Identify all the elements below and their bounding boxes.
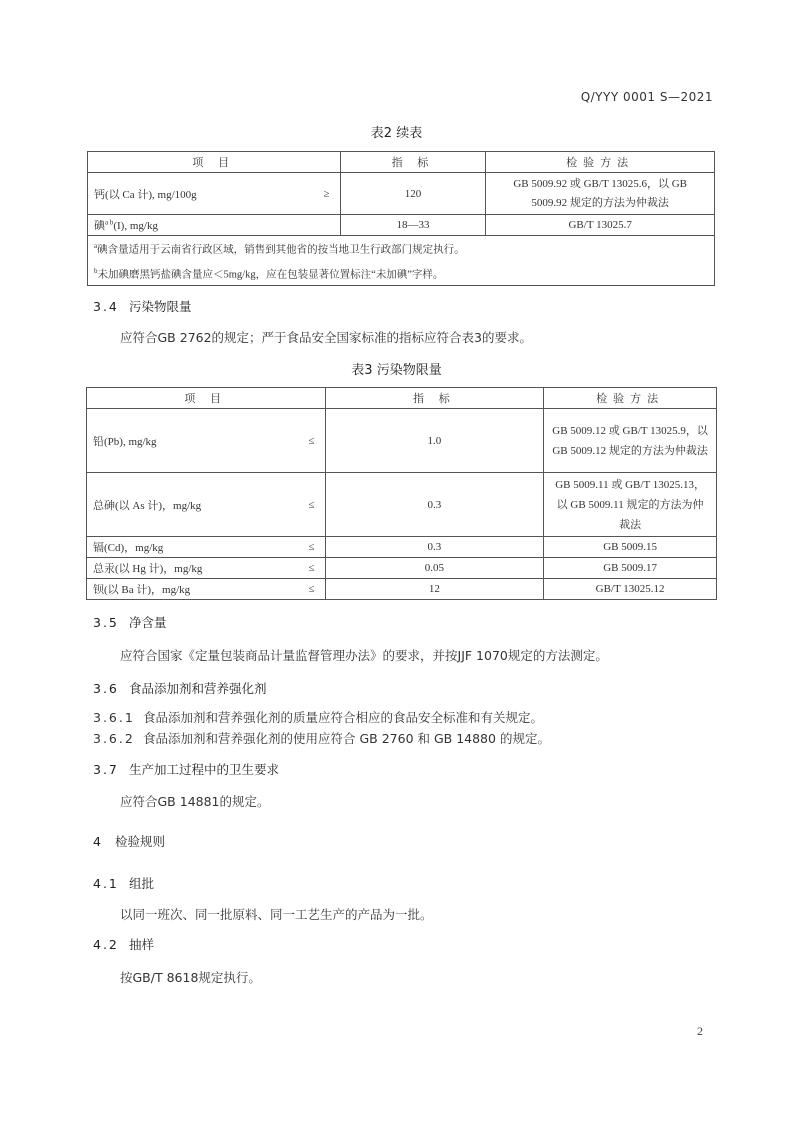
table3-item-cadmium — [87, 537, 326, 558]
section-3-7-text: 应符合GB 14881的规定。 — [120, 794, 270, 809]
section-3-6-1: 3.6.1 食品添加剂和营养强化剂的质量应符合相应的食品安全标准和有关规定。 — [93, 710, 544, 725]
table3-value-mercury: 0.05 — [325, 558, 544, 579]
table-row — [87, 579, 717, 600]
section-3-6-2: 3.6.2 食品添加剂和营养强化剂的使用应符合 GB 2760 和 GB 14880 的规定。 — [93, 731, 550, 746]
section-4-1-text: 以同一班次、同一批原料、同一工艺生产的产品为一批。 — [120, 907, 433, 922]
table2-method-calcium: GB 5009.92 或 GB/T 13025.6，以 GB 5009.92 规定的方法为仲裁法 — [486, 173, 715, 215]
item-label: 镉(Cd)，mg/kg — [93, 542, 164, 554]
table3-item-mercury — [87, 558, 326, 579]
table2-notes — [88, 236, 715, 286]
table2-notes-row — [88, 236, 715, 286]
table3-method-lead: GB 5009.12 或 GB/T 13025.9，以 GB 5009.12 规定的方法为仲裁法 — [544, 409, 717, 473]
table3-value-barium: 12 — [325, 579, 544, 600]
table3-item-lead — [87, 409, 326, 473]
table2-header-value: 指 标 — [340, 152, 486, 173]
section-3-6-heading: 3.6 食品添加剂和营养强化剂 — [93, 681, 267, 696]
section-3-4-text: 应符合GB 2762的规定；严于食品安全国家标准的指标应符合表3的要求。 — [120, 330, 533, 345]
table3-header-item: 项 目 — [87, 388, 326, 409]
table3-value-lead: 1.0 — [325, 409, 544, 473]
table2-header-item: 项 目 — [88, 152, 341, 173]
table2-header-method: 检验方法 — [486, 152, 715, 173]
table2-note: $^a$碘含量适用于云南省行政区域，销售到其他省的按当地卫生行政部门规定执行。 — [94, 242, 465, 256]
footnote-marker: a b — [105, 218, 114, 227]
section-3-4-heading: 3.4 污染物限量 — [93, 299, 192, 314]
comparison-symbol: ≥ — [323, 187, 330, 200]
table2-header-row — [88, 152, 715, 173]
table3-method-barium: GB/T 13025.12 — [544, 579, 717, 600]
item-label: 铅(Pb), mg/kg — [93, 435, 157, 448]
table-row — [87, 473, 717, 537]
table2-item-iodine — [88, 215, 341, 236]
table3-method-mercury: GB 5009.17 — [544, 558, 717, 579]
comparison-symbol: ≤ — [308, 434, 315, 447]
comparison-symbol: ≤ — [308, 562, 315, 574]
table2-value-calcium: 120 — [340, 173, 486, 215]
table3-method-cadmium: GB 5009.15 — [544, 537, 717, 558]
section-3-7-heading: 3.7 生产加工过程中的卫生要求 — [93, 762, 280, 777]
section-4-2-text: 按GB/T 8618规定执行。 — [120, 970, 261, 985]
comparison-symbol: ≤ — [308, 498, 315, 511]
table2-note: $^b$未加碘磨黑钙盐碘含量应＜5mg/kg，应在包装显著位置标注“未加碘”字样。 — [94, 266, 444, 280]
table3-value-cadmium: 0.3 — [325, 537, 544, 558]
table3-item-arsenic — [87, 473, 326, 537]
table2-caption: 表2 续表 — [370, 126, 423, 141]
table3-header-row — [87, 388, 717, 409]
table-row — [88, 215, 715, 236]
section-4-1-heading: 4.1 组批 — [93, 876, 155, 891]
table3-header-method: 检验方法 — [544, 388, 717, 409]
section-3-5-text: 应符合国家《定量包装商品计量监督管理办法》的要求，并按JJF 1070规定的方法测定。 — [120, 648, 608, 663]
table-row — [87, 409, 717, 473]
table3-item-barium — [87, 579, 326, 600]
item-label: 碘 — [94, 220, 105, 232]
table3-caption: 表3 污染物限量 — [351, 363, 442, 378]
item-label: 钙(以 Ca 计), mg/100g — [94, 188, 197, 201]
item-label: 总汞(以 Hg 计)，mg/kg — [93, 563, 203, 575]
item-label: 总砷(以 As 计)，mg/kg — [93, 499, 202, 512]
comparison-symbol: ≤ — [308, 541, 315, 553]
table2 — [87, 151, 715, 286]
table3-header-value: 指 标 — [325, 388, 544, 409]
section-4-heading: 4 检验规则 — [93, 834, 166, 849]
table2-value-iodine: 18—33 — [340, 215, 486, 236]
item-unit: (I), mg/kg — [113, 220, 158, 232]
document-code: Q/YYY 0001 S—2021 — [580, 90, 713, 104]
table-row — [88, 173, 715, 215]
table2-item-calcium — [88, 173, 341, 215]
table-row — [87, 558, 717, 579]
table3 — [86, 387, 717, 600]
section-4-2-heading: 4.2 抽样 — [93, 937, 155, 952]
section-3-5-heading: 3.5 净含量 — [93, 615, 167, 630]
page-number: 2 — [697, 1024, 703, 1038]
item-label: 钡(以 Ba 计)，mg/kg — [93, 584, 191, 596]
table2-method-iodine: GB/T 13025.7 — [486, 215, 715, 236]
table-row — [87, 537, 717, 558]
table3-value-arsenic: 0.3 — [325, 473, 544, 537]
comparison-symbol: ≤ — [308, 583, 315, 595]
table3-method-arsenic: GB 5009.11 或 GB/T 13025.13，以 GB 5009.11 规定的方法为仲裁法 — [544, 473, 717, 537]
